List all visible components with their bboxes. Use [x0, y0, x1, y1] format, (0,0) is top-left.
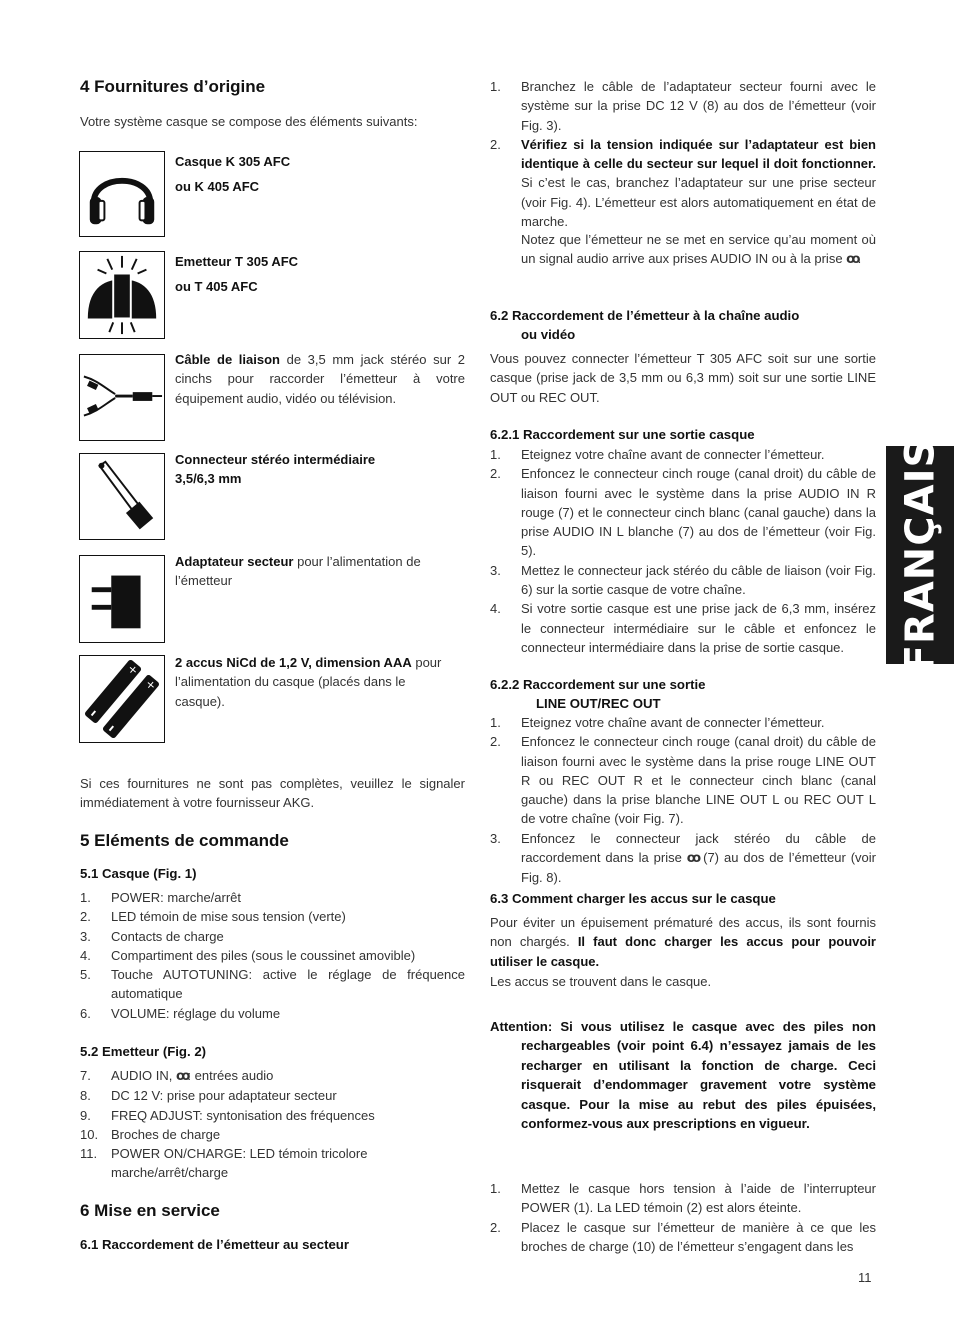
list-item: 5. Touche AUTOTUNING: active le réglage de fréquence automatique	[80, 967, 465, 1002]
adapter-plug-icon	[79, 453, 165, 540]
list-item: 6. VOLUME: réglage du volume	[80, 1005, 281, 1021]
list-item: 4. Si votre sortie casque est une prise jack de 6,3 mm, insérez le connecteur intermédiaire sur le câble et enfoncez le connecteur intermédiaire dans la prise de sortie casque.	[490, 601, 876, 655]
section-4-closing: Si ces fournitures ne sont pas complètes, veuillez le signaler immédiatement à votre fournisseur AKG.	[80, 776, 465, 811]
audio-in-symbol-icon: ꝏ	[846, 252, 858, 268]
list-item: 4. Compartiment des piles (sous le coussinet amovible)	[80, 947, 416, 963]
list-item: 7. AUDIO IN, ꝏ: entrées audio	[80, 1068, 274, 1084]
batteries-icon	[79, 655, 165, 743]
page-number: 11	[858, 1270, 872, 1285]
list-item: 2. Enfoncez le connecteur cinch rouge (canal droit) du câble de liaison fourni avec le système dans la prise AUDIO IN R rouge (7) et le connecteur cinch blanc (canal gauche) dans la prise AUDIO IN L blanche (7) au dos de l’émetteur (voir Fig. 5).	[490, 466, 876, 559]
list-item: 3. Contacts de charge	[80, 928, 224, 944]
section-6-3-title: 6.3 Comment charger les accus sur le casque	[490, 891, 776, 906]
audio-in-symbol-icon: ꝏ	[686, 851, 699, 867]
section-6-3-text2: Les accus se trouvent dans le casque.	[490, 974, 712, 989]
list-item: 3. Mettez le connecteur jack stéréo du câble de liaison (voir Fig. 6) sur la sortie casque de votre chaîne.	[490, 562, 876, 598]
power-supply-icon	[79, 555, 165, 643]
item-batteries-text: 2 accus NiCd de 1,2 V, dimension AAA pour l’alimentation du casque (placés dans le casque).	[175, 655, 442, 709]
list-item: 11. POWER ON/CHARGE: LED témoin tricolore marche/arrêt/charge	[80, 1146, 368, 1181]
section-6-2-text: Vous pouvez connecter l’émetteur T 305 AFC soit sur une sortie casque (prise jack de 3,5 mm ou 6,3 mm) soit sur une sortie LINE OUT ou REC OUT.	[490, 351, 876, 405]
list-item: 2. Vérifiez si la tension indiquée sur l’adaptateur est bien identique à celle du secteur sur lequel il doit fonctionner. Si c’est le cas, branchez l’adaptateur sur une prise secteur (voir Fig. 4). L’émetteur est alors automatiquement en état de marche.	[490, 136, 876, 230]
section-5-2-list	[80, 1066, 465, 1183]
section-6-2-2-list	[490, 713, 876, 888]
section-6-title: 6 Mise en service	[80, 1201, 220, 1220]
section-6-1-list	[490, 77, 876, 231]
attention-warning: Attention: Si vous utilisez le casque avec des piles non rechargeables (voir point 6.4) n’essayez jamais de les recharger en utilisant la fonction de charge. Ceci risquerait d’endommager gravement votre système casque. Pour la mise au rebut des piles épuisées, conformez-vous aux prescriptions en vigueur.	[490, 1019, 876, 1132]
svg-text:+: +	[124, 661, 142, 678]
list-item: 1. Branchez le câble de l’adaptateur secteur fourni avec le système sur la prise DC 12 V (8) au dos de l’émetteur (voir Fig. 3).	[490, 79, 876, 133]
charging-steps-list	[490, 1179, 876, 1256]
item-cable-text: Câble de liaison de 3,5 mm jack stéréo sur 2 cinchs pour raccorder l’émetteur à votre équipement audio, vidéo ou télévision.	[175, 352, 465, 406]
section-6-2-2-title: 6.2.2 Raccordement sur une sortie LINE OUT/REC OUT	[490, 677, 706, 711]
section-4-intro: Votre système casque se compose des éléments suivants:	[80, 114, 418, 129]
transmitter-icon	[79, 251, 165, 339]
audio-in-symbol-icon: ꝏ	[176, 1069, 188, 1084]
list-item: 3. Enfoncez le connecteur jack stéréo du câble de raccordement dans la prise ꝏ (7) au dos de l’émetteur (voir Fig. 8).	[490, 830, 876, 886]
list-item: 1. Mettez le casque hors tension à l’aide de l’interrupteur POWER (1). La LED témoin (2) est alors éteinte.	[490, 1181, 876, 1216]
section-5-1-list	[80, 888, 465, 1023]
list-item: 2. Placez le casque sur l’émetteur de manière à ce que les broches de charge (10) de l’émetteur s’engagent dans les	[490, 1219, 876, 1254]
headphones-icon	[79, 151, 165, 237]
section-6-1-title: 6.1 Raccordement de l’émetteur au secteur	[80, 1237, 349, 1252]
list-item: 2. LED témoin de mise sous tension (verte)	[80, 909, 346, 925]
svg-text:+: +	[141, 676, 160, 693]
section-5-title: 5 Eléments de commande	[80, 831, 289, 850]
item-transmitter-text: Emetteur T 305 AFC ou T 405 AFC	[175, 254, 299, 294]
section-6-2-1-list	[490, 445, 876, 657]
section-4-title: 4 Fournitures d’origine	[80, 77, 266, 96]
list-item: 1. POWER: marche/arrêt	[80, 890, 242, 905]
section-6-1-note: Notez que l’émetteur ne se met en service qu’au moment où un signal audio arrive aux prises AUDIO IN ou à la prise ꝏ.	[521, 232, 876, 268]
side-tab-label: FRANÇAIS	[897, 437, 943, 673]
section-6-3-text: Pour éviter un épuisement prématuré des accus, ils sont fournis non chargés. Il faut donc charger les accus pour pouvoir utiliser le casque.	[490, 915, 876, 969]
section-6-2-1-title: 6.2.1 Raccordement sur une sortie casque	[490, 427, 755, 442]
item-headphones-text: Casque K 305 AFC ou K 405 AFC	[175, 154, 291, 194]
list-item: 10. Broches de charge	[80, 1126, 221, 1142]
list-item: 2. Enfoncez le connecteur cinch rouge (canal droit) du câble de liaison fourni avec le système dans la prise rouge LINE OUT R ou REC OUT R et le connecteur cinch blanc (canal gauche) dans la prise blanche LINE OUT L ou REC OUT L de votre chaîne (voir Fig. 7).	[490, 734, 876, 827]
list-item: 1. Eteignez votre chaîne avant de connecter l’émetteur.	[490, 447, 825, 462]
list-item: 1. Eteignez votre chaîne avant de connecter l’émetteur.	[490, 715, 825, 730]
cable-icon	[79, 354, 165, 441]
language-side-tab	[886, 437, 954, 673]
item-power-supply-text: Adaptateur secteur pour l’alimentation de l’émetteur	[175, 554, 421, 589]
section-5-1-title: 5.1 Casque (Fig. 1)	[80, 866, 197, 881]
list-item: 9. FREQ ADJUST: syntonisation des fréquences	[80, 1107, 375, 1123]
list-item: 8. DC 12 V: prise pour adaptateur secteur	[80, 1088, 337, 1104]
section-6-2-title: 6.2 Raccordement de l’émetteur à la chaîne audio ou vidéo	[490, 308, 800, 342]
section-5-2-title: 5.2 Emetteur (Fig. 2)	[80, 1044, 207, 1059]
item-adapter-text: Connecteur stéréo intermédiaire 3,5/6,3 mm	[175, 452, 376, 487]
